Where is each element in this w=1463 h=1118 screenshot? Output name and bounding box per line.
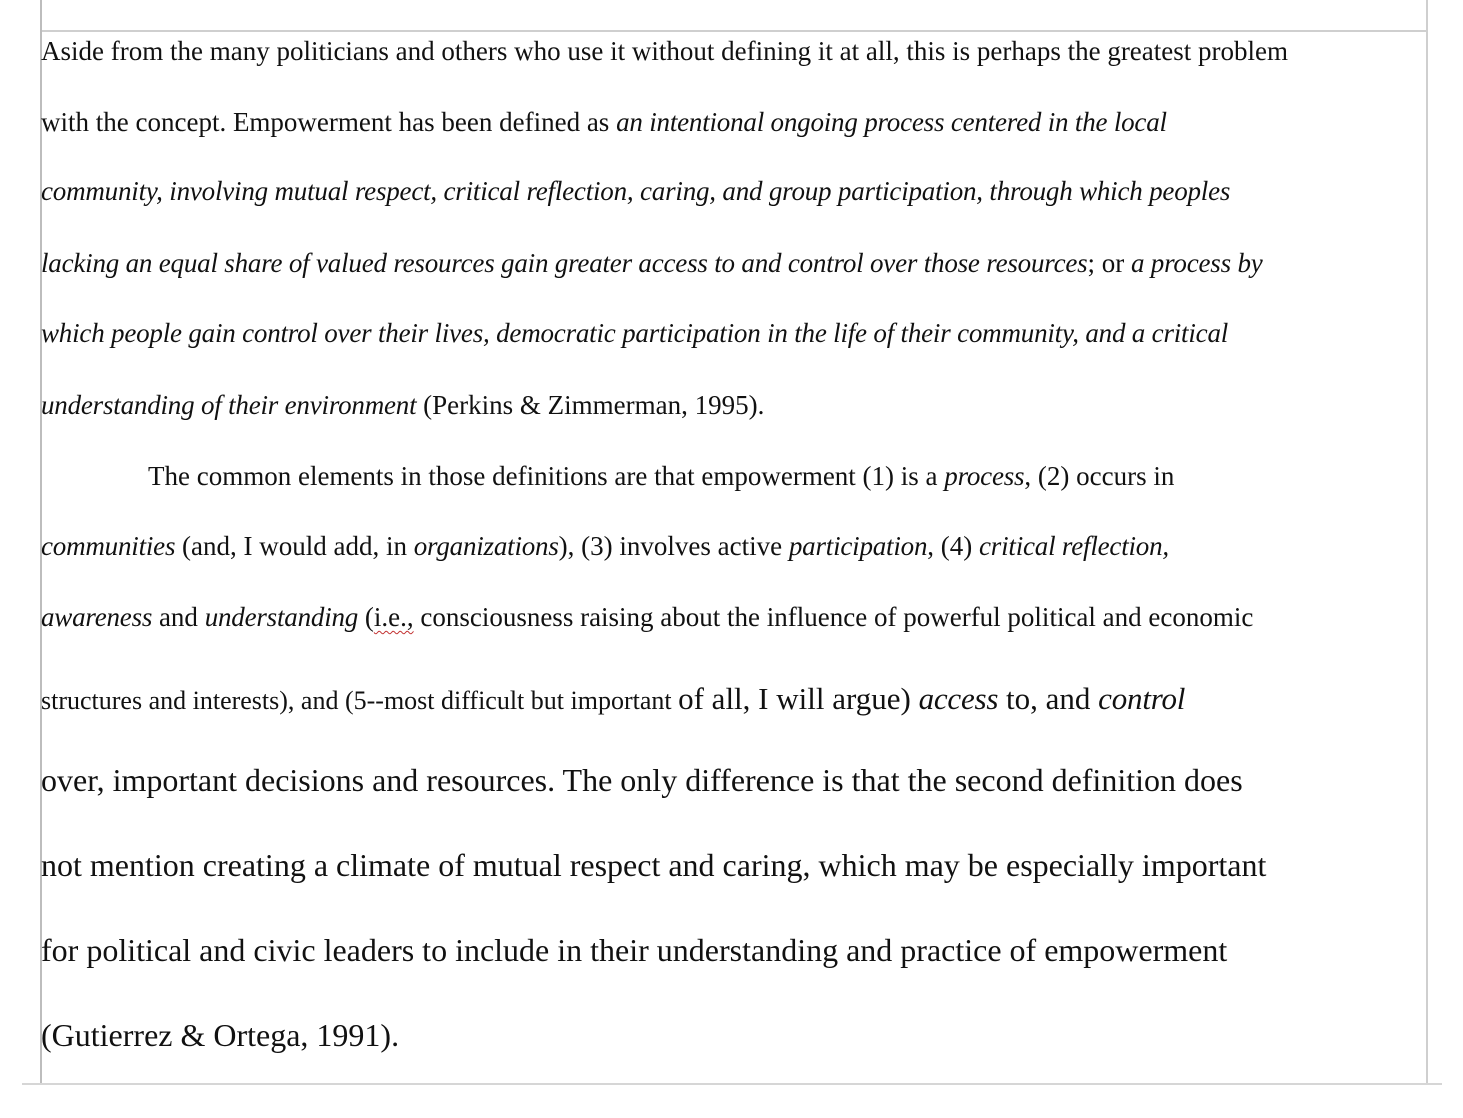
spellcheck-underlined-word[interactable]: i.e., <box>373 602 414 632</box>
text-line-4: lacking an equal share of valued resources gain greater access to and control over those resources; or a process by <box>41 248 1263 278</box>
text-line-5: which people gain control over their lives, democratic participation in the life of their community, and a critical <box>41 318 1229 348</box>
text-line-14: (Gutierrez & Ortega, 1991). <box>41 1017 400 1053</box>
text-line-11: over, important decisions and resources. The only difference is that the second definition does <box>41 762 1243 798</box>
text-line-9: awareness and understanding (i.e., consciousness raising about the influence of powerful political and economic <box>41 602 1254 632</box>
page-border-bottom <box>22 1083 1442 1085</box>
text-line-6: understanding of their environment (Perkins & Zimmerman, 1995). <box>41 390 765 420</box>
page-border-right <box>1426 0 1428 1084</box>
text-line-2: with the concept. Empowerment has been defined as an intentional ongoing process centered in the local <box>41 107 1167 137</box>
text-line-7: The common elements in those definitions are that empowerment (1) is a process, (2) occurs in <box>148 461 1175 491</box>
page-border-top <box>40 30 1428 32</box>
text-line-1: Aside from the many politicians and others who use it without defining it at all, this is perhaps the greatest problem <box>41 36 1288 66</box>
text-line-8: communities (and, I would add, in organizations), (3) involves active participation, (4) critical reflection, <box>41 531 1169 561</box>
text-line-12: not mention creating a climate of mutual respect and caring, which may be especially important <box>41 847 1267 883</box>
text-line-3: community, involving mutual respect, critical reflection, caring, and group participation, through which peoples <box>41 176 1231 206</box>
text-line-13: for political and civic leaders to include in their understanding and practice of empowerment <box>41 932 1228 968</box>
text-line-10: structures and interests), and (5--most difficult but important of all, I will argue) access to, and control <box>41 681 1186 716</box>
